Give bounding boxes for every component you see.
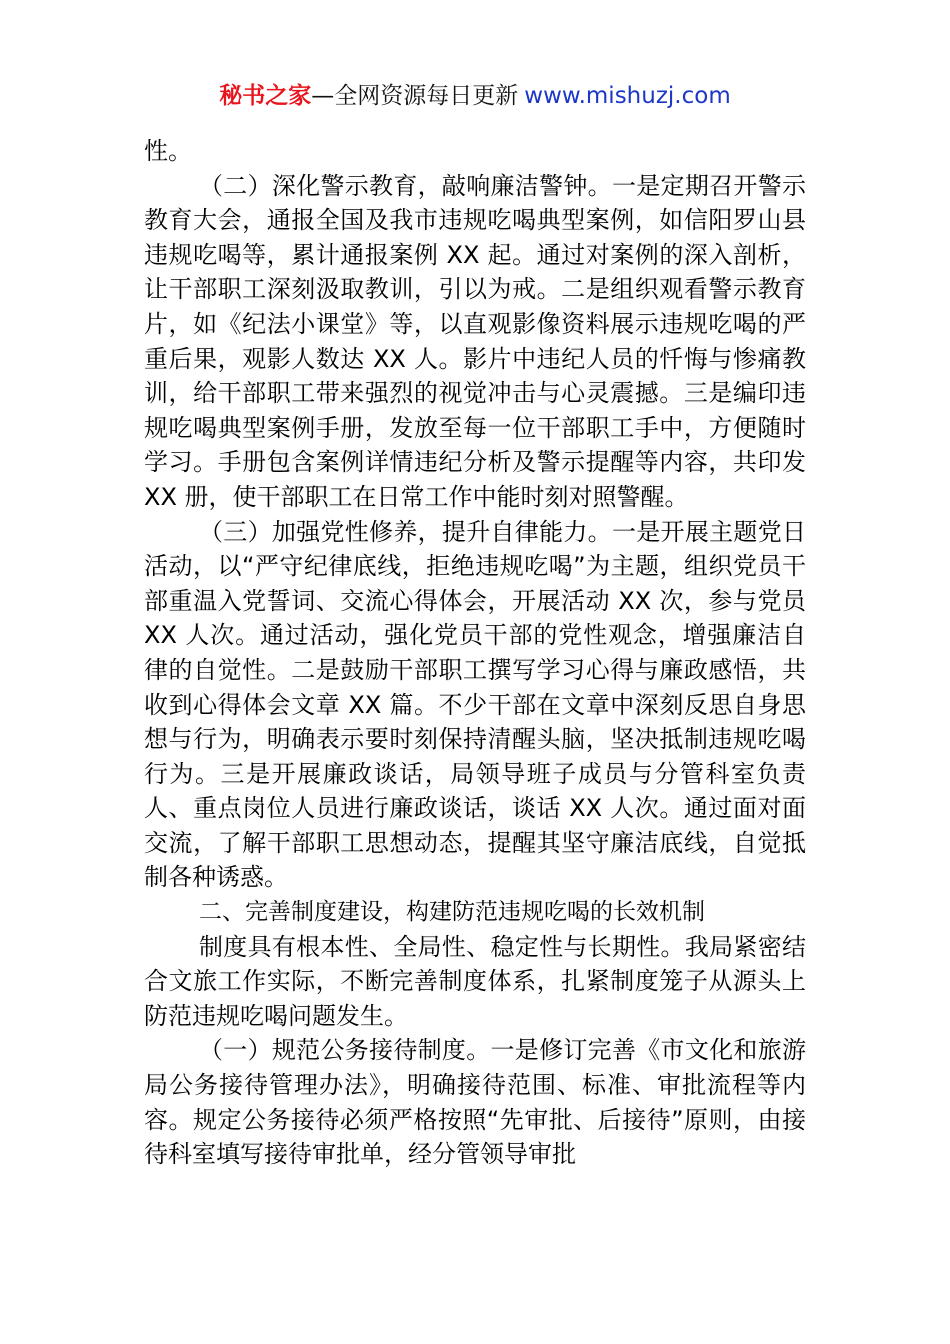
site-brand: 秘书之家 <box>219 83 312 109</box>
site-url-link[interactable]: www.mishuzj.com <box>524 83 731 109</box>
paragraph-system-intro: 制度具有根本性、全局性、稳定性与长期性。我局紧密结合文旅工作实际，不断完善制度体系，扎紧制度笼子从源头上防范违规吃喝问题发生。 <box>144 932 806 1030</box>
paragraph-warning-education: （二）深化警示教育，敲响廉洁警钟。一是定期召开警示教育大会，通报全国及我市违规吃喝典型案例，如信阳罗山县违规吃喝等，累计通报案例 XX 起。通过对案例的深入剖析，让干部职工深刻汲取教训，引以为戒。二是组织观看警示教育片，如《纪法小课堂》等，以直观影像资料展示违规吃喝的严重后果，观影人数达 XX 人。影片中违纪人员的忏悔与惨痛教训，给干部职工带来强烈的视觉冲击与心灵震撼。三是编印违规吃喝典型案例手册，发放至每一位干部职工手中，方便随时学习。手册包含案例详情违纪分析及警示提醒等内容，共印发 XX 册，使干部职工在日常工作中能时刻对照警醒。 <box>144 171 806 511</box>
site-header <box>0 80 950 112</box>
paragraph-reception-rules: （一）规范公务接待制度。一是修订完善《市文化和旅游局公务接待管理办法》，明确接待范围、标准、审批流程等内容。规定公务接待必须严格按照“先审批、后接待”原则，由接待科室填写接待审批单，经分管领导审批 <box>144 1036 806 1169</box>
paragraph-party-cultivation: （三）加强党性修养，提升自律能力。一是开展主题党日活动，以“严守纪律底线，拒绝违规吃喝”为主题，组织党员干部重温入党誓词、交流心得体会，开展活动 XX 次，参与党员 XX 人次。通过活动，强化党员干部的党性观念，增强廉洁自律的自觉性。二是鼓励干部职工撰写学习心得与廉政感悟，共收到心得体会文章 XX 篇。不少干部在文章中深刻反思自身思想与行为，明确表示要时刻保持清醒头脑，坚决抵制违规吃喝行为。三是开展廉政谈话，局领导班子成员与分管科室负责人、重点岗位人员进行廉政谈话，谈话 XX 人次。通过面对面交流，了解干部职工思想动态，提醒其坚守廉洁底线，自觉抵制各种诱惑。 <box>144 517 806 892</box>
document-body <box>144 134 806 1172</box>
paragraph-continuation: 性。 <box>144 137 192 165</box>
section-heading: 二、完善制度建设，构建防范违规吃喝的长效机制 <box>199 899 705 926</box>
site-tagline: —全网资源每日更新 <box>311 83 519 109</box>
